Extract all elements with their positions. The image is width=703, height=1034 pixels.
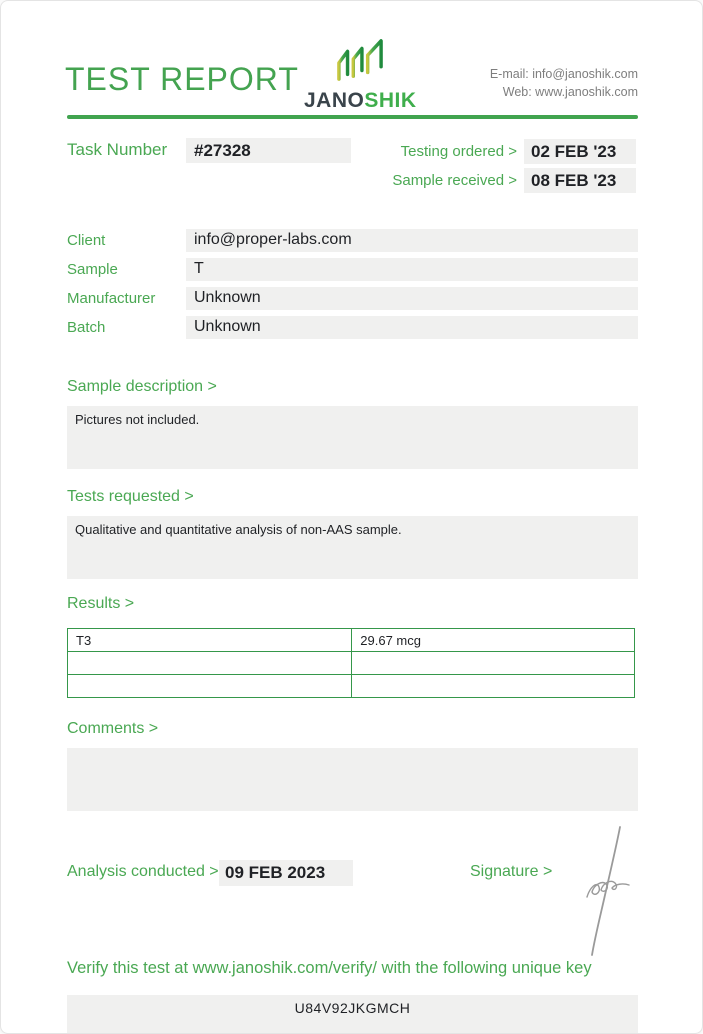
testing-ordered-value: 02 FEB '23 — [524, 139, 636, 164]
sample-description-box: Pictures not included. — [67, 406, 638, 469]
signature-image — [557, 821, 652, 966]
batch-label: Batch — [67, 319, 106, 336]
manufacturer-value: Unknown — [186, 287, 638, 310]
analysis-date-value: 09 FEB 2023 — [219, 860, 353, 886]
result-value: 29.67 mcg — [352, 629, 635, 652]
sample-received-row — [392, 168, 636, 193]
result-name — [68, 675, 352, 698]
brand-name — [304, 89, 416, 113]
testing-ordered-row — [401, 139, 636, 164]
result-name — [68, 652, 352, 675]
batch-value: Unknown — [186, 316, 638, 339]
sample-label: Sample — [67, 261, 118, 278]
sample-received-label: Sample received > — [392, 172, 517, 189]
page-title: TEST REPORT — [65, 61, 299, 97]
sample-received-value: 08 FEB '23 — [524, 168, 636, 193]
comments-box — [67, 748, 638, 811]
task-number-value: #27328 — [186, 138, 351, 163]
task-number-label: Task Number — [67, 140, 168, 159]
verify-text: Verify this test at www.janoshik.com/verify/ with the following unique key — [67, 959, 592, 977]
brand-name-green: SHIK — [364, 89, 417, 112]
table-row — [68, 652, 635, 675]
results-label: Results > — [67, 595, 135, 612]
contact-info — [490, 65, 638, 101]
client-label: Client — [67, 232, 106, 249]
contact-email: E-mail: info@janoshik.com — [489, 67, 638, 81]
result-name: T3 — [68, 629, 352, 652]
result-value — [352, 675, 635, 698]
chart-growth-icon — [331, 70, 389, 87]
result-value — [352, 652, 635, 675]
analysis-conducted-label: Analysis conducted > — [67, 863, 219, 880]
contact-web: Web: www.janoshik.com — [502, 85, 638, 99]
verify-key-box — [67, 995, 638, 1033]
results-table — [67, 628, 635, 698]
tests-requested-box: Qualitative and quantitative analysis of non-AAS sample. — [67, 516, 638, 579]
brand-name-dark: JANO — [304, 89, 365, 112]
table-row — [68, 629, 635, 652]
header-divider — [67, 115, 638, 119]
manufacturer-label: Manufacturer — [67, 290, 156, 307]
table-row — [68, 675, 635, 698]
signature-label: Signature > — [470, 863, 553, 880]
sample-description-label: Sample description > — [67, 378, 217, 395]
client-value: info@proper-labs.com — [186, 229, 638, 252]
testing-ordered-label: Testing ordered > — [400, 143, 517, 160]
sample-value: T — [186, 258, 638, 281]
verify-key: U84V92JKGMCH — [294, 1000, 411, 1016]
comments-label: Comments > — [67, 720, 159, 737]
tests-requested-label: Tests requested > — [67, 488, 194, 505]
brand-logo — [304, 37, 416, 113]
